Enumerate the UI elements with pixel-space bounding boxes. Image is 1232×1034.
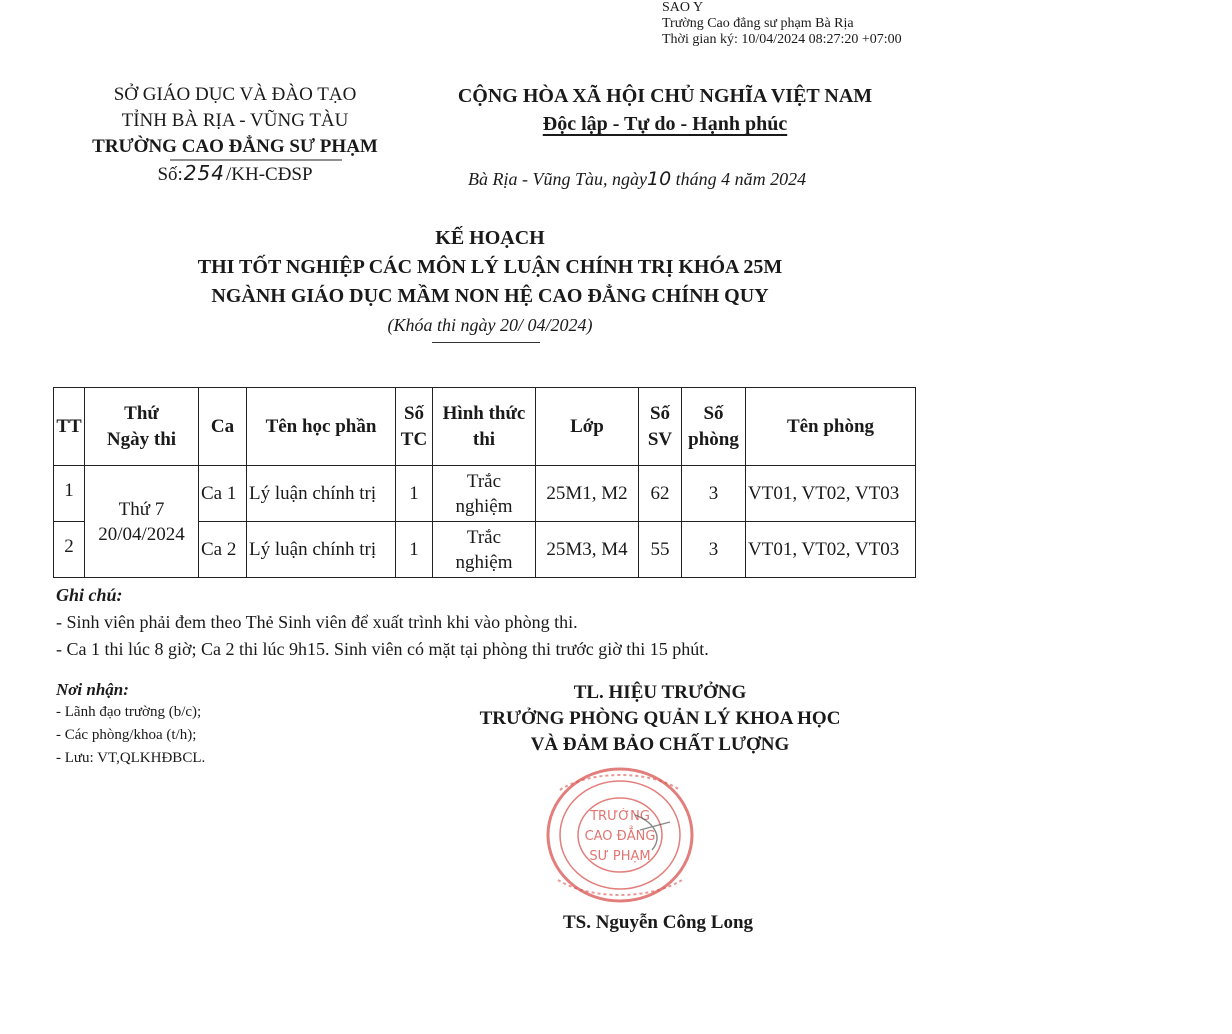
title-line-2: THI TỐT NGHIỆP CÁC MÔN LÝ LUẬN CHÍNH TRỊ KHÓA 25M [197,256,783,278]
header-students-line-1: Số [649,402,671,424]
table-row [54,466,916,522]
seal-text-2: CAO ĐẲNG [584,829,656,844]
cell-form-line-2: nghiệm [455,495,513,517]
signature-line-2: Trường Cao đẳng sư phạm Bà Rịa [662,16,854,31]
note-item: - Ca 1 thi lúc 8 giờ; Ca 2 thi lúc 9h15. Sinh viên có mặt tại phòng thi trước giờ thi 15 phút. [56,639,709,659]
cell-rooms: 3 [682,522,746,578]
official-seal-icon [540,760,700,905]
date-line [468,168,806,190]
motto: Độc lập - Tự do - Hạnh phúc [542,113,788,135]
exam-date: 20/04/2024 [98,523,185,545]
table-header-row [54,388,916,466]
header-course: Tên học phần [247,388,396,466]
national-header [430,82,900,138]
document-number-value: 254 [183,161,225,185]
header-day-line-2: Ngày thi [106,428,177,450]
header-form-line-2: thi [472,428,496,450]
cell-form [433,466,536,522]
province-name: TỈNH BÀ RỊA - VŨNG TÀU [121,110,349,131]
header-day [85,388,199,466]
document-number-prefix: Số: [157,164,183,185]
title-subtitle: (Khóa thi ngày 20/ 04/2024) [387,315,593,335]
header-credits-line-2: TC [400,428,428,450]
cell-form-line-1: Trắc [466,526,502,548]
cell-course: Lý luận chính trị [247,522,396,578]
header-rooms-line-1: Số [703,402,724,424]
recipient-item: - Lưu: VT,QLKHĐBCL. [56,750,206,766]
recipient-item: - Lãnh đạo trường (b/c); [56,704,202,720]
seal-text-3: SƯ PHẠM [589,849,651,864]
seal-text-1: TRƯỜNG [590,809,650,824]
signer-name: TS. Nguyễn Công Long [562,912,754,933]
signature-line-1: SAO Y [662,0,704,15]
cell-students: 62 [639,466,682,522]
exam-weekday: Thứ 7 [118,498,165,520]
header-credits [396,388,433,466]
recipients-label: Nơi nhận: [56,680,129,699]
notes-label: Ghi chú: [56,585,123,605]
cell-exam-day [85,466,199,578]
header-students-line-2: SV [647,428,673,450]
cell-course: Lý luận chính trị [247,466,396,522]
header-tt: TT [54,388,85,466]
header-credits-line-1: Số [403,402,425,424]
school-name-underline [170,158,342,162]
issuer-header [60,82,410,188]
header-form-line-1: Hình thức [442,402,526,424]
signing-line-2: TRƯỞNG PHÒNG QUẢN LÝ KHOA HỌC [479,708,841,729]
cell-rooms: 3 [682,466,746,522]
exam-schedule-table [53,387,916,578]
title-line-3: NGÀNH GIÁO DỤC MẦM NON HỆ CAO ĐẲNG CHÍNH QUY [211,285,769,307]
header-students [639,388,682,466]
header-form [433,388,536,466]
cell-tt: 1 [54,466,85,522]
recipients-section [56,678,205,770]
date-day: 10 [646,168,672,190]
header-room-names: Tên phòng [746,388,916,466]
cell-class: 25M3, M4 [536,522,639,578]
cell-ca: Ca 2 [199,522,247,578]
header-rooms-line-2: phòng [688,428,739,450]
date-suffix: tháng 4 năm 2024 [675,169,807,189]
title-divider [432,342,540,343]
cell-form-line-2: nghiệm [455,551,513,573]
digital-signature-stamp [662,0,902,48]
cell-room-names: VT01, VT02, VT03 [746,466,916,522]
school-name [60,134,410,160]
signature-line-3: Thời gian ký: 10/04/2024 08:27:20 +07:00 [662,32,902,47]
signing-line-1: TL. HIỆU TRƯỞNG [573,682,747,703]
notes-section [56,582,709,663]
document-number [60,160,410,188]
signing-line-3: VÀ ĐẢM BẢO CHẤT LƯỢNG [530,734,790,755]
cell-credits: 1 [396,466,433,522]
cell-ca: Ca 1 [199,466,247,522]
cell-form [433,522,536,578]
header-rooms [682,388,746,466]
cell-form-line-1: Trắc [466,470,502,492]
document-number-suffix: /KH-CĐSP [225,164,313,185]
cell-credits: 1 [396,522,433,578]
country-name: CỘNG HÒA XÃ HỘI CHỦ NGHĨA VIỆT NAM [457,85,873,107]
cell-class: 25M1, M2 [536,466,639,522]
cell-tt: 2 [54,522,85,578]
cell-room-names: VT01, VT02, VT03 [746,522,916,578]
header-class: Lớp [536,388,639,466]
document-title [100,224,880,340]
note-item: - Sinh viên phải đem theo Thẻ Sinh viên để xuất trình khi vào phòng thi. [56,612,578,632]
title-line-1: KẾ HOẠCH [435,227,545,249]
recipient-item: - Các phòng/khoa (t/h); [56,727,197,743]
department-name: SỞ GIÁO DỤC VÀ ĐÀO TẠO [113,84,357,105]
header-ca: Ca [199,388,247,466]
signing-block [440,680,880,758]
school-name-text: TRƯỜNG CAO ĐẲNG SƯ PHẠM [92,136,378,157]
cell-students: 55 [639,522,682,578]
header-day-line-1: Thứ [124,402,159,424]
date-prefix: Bà Rịa - Vũng Tàu, ngày [468,169,647,189]
